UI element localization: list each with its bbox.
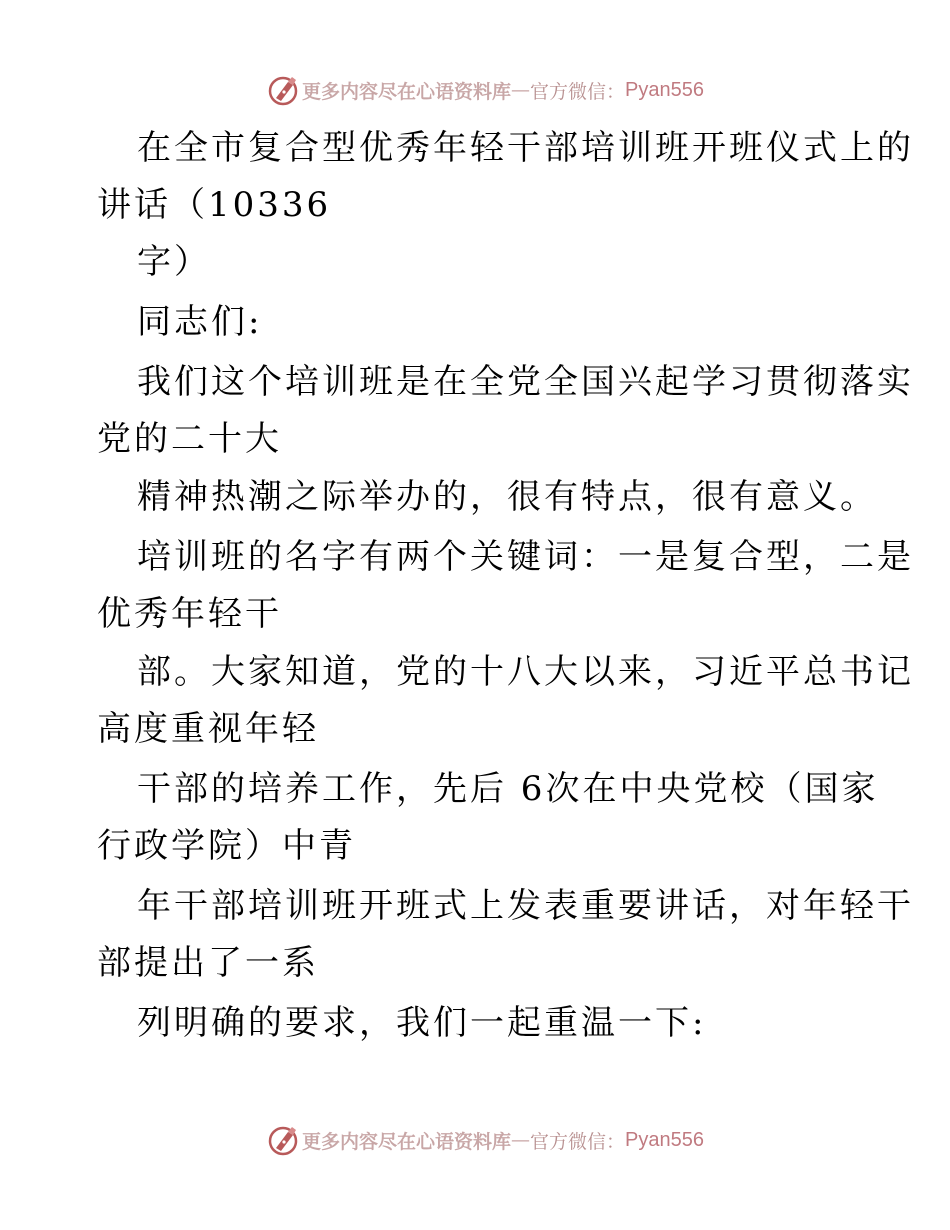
footer-banner-text: 更多内容尽在心语资料库 xyxy=(302,1130,512,1153)
body-line-9: 优秀年轻干 xyxy=(97,594,282,634)
header-banner-content xyxy=(266,73,704,107)
body-line-5: 我们这个培训班是在全党全国兴起学习贯彻落实 xyxy=(137,362,914,402)
header-wechat-id: Pyan556 xyxy=(625,78,704,101)
header-banner-dash: — xyxy=(511,79,531,101)
body-line-15: 部提出了一系 xyxy=(97,943,319,983)
header-banner xyxy=(0,70,950,110)
body-line-13: 行政学院）中青 xyxy=(97,826,356,866)
body-line-6: 党的二十大 xyxy=(97,419,282,459)
body-line-2: 讲话（10336 xyxy=(97,185,332,225)
body-line-8: 培训班的名字有两个关键词：一是复合型，二是 xyxy=(137,537,914,577)
pen-nib-logo-icon xyxy=(266,73,300,107)
pen-nib-logo-icon xyxy=(266,1123,300,1157)
body-line-3: 字） xyxy=(137,242,211,282)
footer-banner-content xyxy=(266,1123,704,1157)
body-line-10: 部。大家知道，党的十八大以来，习近平总书记 xyxy=(137,652,914,692)
body-line-4: 同志们: xyxy=(137,302,263,342)
footer-wechat-id: Pyan556 xyxy=(625,1128,704,1151)
header-banner-text: 更多内容尽在心语资料库 xyxy=(302,80,512,103)
footer-banner xyxy=(0,1120,950,1160)
footer-wechat-label: 官方微信： xyxy=(530,1130,626,1153)
body-line-14: 年干部培训班开班式上发表重要讲话，对年轻干 xyxy=(137,886,914,926)
body-line-11: 高度重视年轻 xyxy=(97,709,319,749)
footer-banner-dash: — xyxy=(511,1129,531,1151)
header-wechat-label: 官方微信： xyxy=(530,80,626,103)
body-line-1: 在全市复合型优秀年轻干部培训班开班仪式上的 xyxy=(137,128,914,168)
body-line-7: 精神热潮之际举办的，很有特点，很有意义。 xyxy=(137,477,877,517)
body-line-16: 列明确的要求，我们一起重温一下: xyxy=(137,1003,707,1043)
body-line-12: 干部的培养工作，先后 6次在中央党校（国家 xyxy=(137,769,879,809)
